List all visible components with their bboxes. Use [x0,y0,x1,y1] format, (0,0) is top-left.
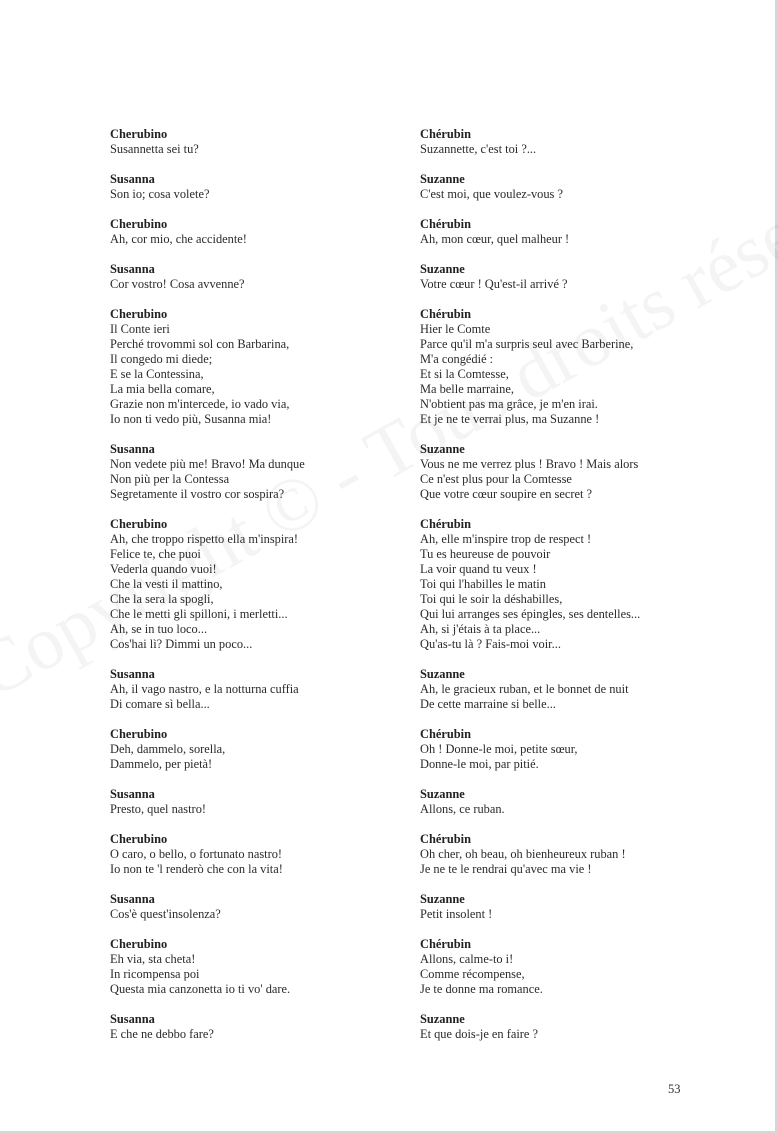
speaker-name: Susanna [110,667,155,681]
dialogue-line: Ah, che troppo rispetto ella m'inspira! [110,532,299,546]
dialogue-line: La voir quand tu veux ! [420,562,537,576]
speaker-name: Suzanne [420,262,465,276]
dialogue-line: Suzannette, c'est toi ?... [420,142,537,156]
speaker-name: Suzanne [420,667,465,681]
dialogue-line: Io non te 'l renderò che con la vita! [110,862,283,876]
dialogue-line: La mia bella comare, [110,382,215,396]
dialogue-line: Susannetta sei tu? [110,142,199,156]
italian-dialogue-block [110,937,410,997]
dialogue-line: Et si la Comtesse, [420,367,509,381]
speaker-name: Cherubino [110,517,168,531]
speaker-name: Chérubin [420,127,471,141]
dialogue-line: Je te donne ma romance. [420,982,543,996]
speaker-name: Chérubin [420,832,471,846]
dialogue-line: Tu es heureuse de pouvoir [420,547,551,561]
dialogue-line: Oh cher, oh beau, oh bienheureux ruban ! [420,847,626,861]
dialogue-line: Cos'hai lì? Dimmi un poco... [110,637,253,651]
speaker-name: Cherubino [110,127,168,141]
dialogue-line: Grazie non m'intercede, io vado via, [110,397,290,411]
dialogue-line: Il congedo mi diede; [110,352,213,366]
dialogue-line: Che la sera la spogli, [110,592,214,606]
italian-dialogue-block [110,262,410,292]
italian-dialogue-block [110,442,410,502]
dialogue-line: Toi qui le soir la déshabilles, [420,592,563,606]
speaker-name: Cherubino [110,307,168,321]
french-dialogue-block [420,172,720,202]
dialogue-line: Cos'è quest'insolenza? [110,907,221,921]
dialogue-line: Vous ne me verrez plus ! Bravo ! Mais alors [420,457,639,471]
speaker-name: Susanna [110,262,155,276]
dialogue-line: Che le metti gli spilloni, i merletti... [110,607,288,621]
dialogue-line: O caro, o bello, o fortunato nastro! [110,847,283,861]
dialogue-line: Cor vostro! Cosa avvenne? [110,277,245,291]
speaker-name: Cherubino [110,937,168,951]
dialogue-line: Parce qu'il m'a surpris seul avec Barberine, [420,337,634,351]
dialogue-line: Je ne te le rendrai qu'avec ma vie ! [420,862,592,876]
dialogue-line: Que votre cœur soupire en secret ? [420,487,593,501]
dialogue-line: M'a congédié : [420,352,494,366]
dialogue-line: Il Conte ieri [110,322,170,336]
speaker-name: Susanna [110,892,155,906]
speaker-name: Suzanne [420,1012,465,1026]
speaker-name: Chérubin [420,517,471,531]
dialogue-line: Di comare sì bella... [110,697,210,711]
french-dialogue-block [420,787,720,817]
page-number: 53 [668,1082,681,1096]
speaker-name: Susanna [110,1012,155,1026]
dialogue-line: C'est moi, que voulez-vous ? [420,187,563,201]
speaker-name: Suzanne [420,442,465,456]
french-dialogue-block [420,307,720,427]
dialogue-line: E se la Contessina, [110,367,204,381]
dialogue-line: Segretamente il vostro cor sospira? [110,487,285,501]
dialogue-line: Comme récompense, [420,967,525,981]
dialogue-line: Allons, ce ruban. [420,802,505,816]
french-dialogue-block [420,667,720,712]
dialogue-line: Felice te, che puoi [110,547,201,561]
dialogue-line: Che la vesti il mattino, [110,577,223,591]
french-dialogue-block [420,832,720,877]
dialogue-line: Ma belle marraine, [420,382,514,396]
french-column [420,127,720,1057]
dialogue-line: Vederla quando vuoi! [110,562,217,576]
dialogue-line: Non più per la Contessa [110,472,230,486]
french-dialogue-block [420,727,720,772]
dialogue-line: Ah, cor mio, che accidente! [110,232,247,246]
speaker-name: Suzanne [420,787,465,801]
dialogue-line: Eh via, sta cheta! [110,952,196,966]
speaker-name: Suzanne [420,172,465,186]
french-dialogue-block [420,217,720,247]
dialogue-line: Et que dois-je en faire ? [420,1027,539,1041]
dialogue-line: Presto, quel nastro! [110,802,207,816]
french-dialogue-block [420,442,720,502]
dialogue-line: Ah, elle m'inspire trop de respect ! [420,532,592,546]
french-dialogue-block [420,517,720,652]
dialogue-line: Son io; cosa volete? [110,187,210,201]
dialogue-line: Dammelo, per pietà! [110,757,213,771]
dialogue-line: Hier le Comte [420,322,491,336]
dialogue-line: Ce n'est plus pour la Comtesse [420,472,572,486]
italian-dialogue-block [110,217,410,247]
dialogue-line: Deh, dammelo, sorella, [110,742,226,756]
italian-dialogue-block [110,667,410,712]
speaker-name: Susanna [110,442,155,456]
dialogue-line: N'obtient pas ma grâce, je m'en irai. [420,397,598,411]
italian-dialogue-block [110,172,410,202]
dialogue-line: Oh ! Donne-le moi, petite sœur, [420,742,578,756]
dialogue-line: Ah, il vago nastro, e la notturna cuffia [110,682,299,696]
speaker-name: Chérubin [420,307,471,321]
dialogue-line: Non vedete più me! Bravo! Ma dunque [110,457,305,471]
dialogue-line: Ah, mon cœur, quel malheur ! [420,232,570,246]
speaker-name: Suzanne [420,892,465,906]
speaker-name: Cherubino [110,832,168,846]
dialogue-line: Ah, se in tuo loco... [110,622,208,636]
italian-column [110,127,410,1057]
speaker-name: Cherubino [110,217,168,231]
speaker-name: Chérubin [420,727,471,741]
dialogue-line: Petit insolent ! [420,907,493,921]
speaker-name: Chérubin [420,937,471,951]
dialogue-line: Toi qui l'habilles le matin [420,577,546,591]
italian-dialogue-block [110,727,410,772]
italian-dialogue-block [110,127,410,157]
dialogue-line: De cette marraine si belle... [420,697,556,711]
dialogue-line: Qui lui arranges ses épingles, ses dentelles... [420,607,641,621]
italian-dialogue-block [110,1012,410,1042]
dialogue-line: Ah, si j'étais à ta place... [420,622,541,636]
dialogue-line: Io non ti vedo più, Susanna mia! [110,412,272,426]
italian-dialogue-block [110,517,410,652]
dialogue-line: Qu'as-tu là ? Fais-moi voir... [420,637,561,651]
italian-dialogue-block [110,787,410,817]
italian-dialogue-block [110,892,410,922]
dialogue-line: In ricompensa poi [110,967,200,981]
dialogue-line: E che ne debbo fare? [110,1027,214,1041]
speaker-name: Chérubin [420,217,471,231]
french-dialogue-block [420,127,720,157]
dialogue-line: Questa mia canzonetta io ti vo' dare. [110,982,291,996]
speaker-name: Susanna [110,787,155,801]
italian-dialogue-block [110,307,410,427]
dialogue-line: Ah, le gracieux ruban, et le bonnet de nuit [420,682,629,696]
dialogue-line: Perché trovommi sol con Barbarina, [110,337,290,351]
dialogue-line: Votre cœur ! Qu'est-il arrivé ? [420,277,568,291]
french-dialogue-block [420,262,720,292]
french-dialogue-block [420,1012,720,1042]
speaker-name: Cherubino [110,727,168,741]
speaker-name: Susanna [110,172,155,186]
italian-dialogue-block [110,832,410,877]
dialogue-line: Allons, calme-to i! [420,952,514,966]
dialogue-line: Donne-le moi, par pitié. [420,757,539,771]
french-dialogue-block [420,937,720,997]
french-dialogue-block [420,892,720,922]
dialogue-line: Et je ne te verrai plus, ma Suzanne ! [420,412,600,426]
